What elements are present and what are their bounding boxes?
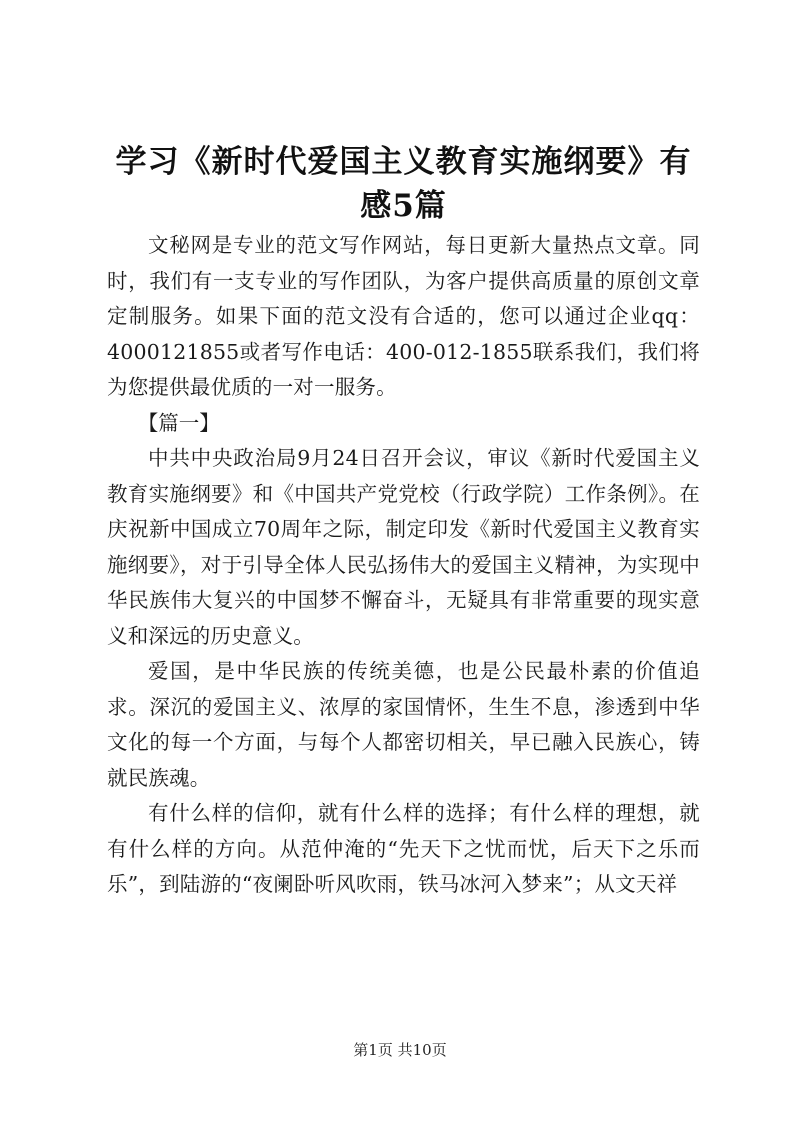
body-paragraph-1: 中共中央政治局9月24日召开会议，审议《新时代爱国主义教育实施纲要》和《中国共产党党校（行政学院）工作条例》。在庆祝新中国成立70周年之际，制定印发《新时代爱国主义教育实施纲要》，对于引导全体人民弘扬伟大的爱国主义精神，为实现中华民族伟大复兴的中国梦不懈奋斗，无疑具有非常重要的现实意义和深远的历史意义。 bbox=[107, 446, 700, 648]
section-heading: 【篇一】 bbox=[137, 410, 220, 435]
body-paragraph-3: 有什么样的信仰，就有什么样的选择；有什么样的理想，就有什么样的方向。从范仲淹的“先天下之忧而忧，后天下之乐而乐”，到陆游的“夜阑卧听风吹雨，铁马冰河入梦来”；从文天祥 bbox=[107, 801, 700, 896]
page-footer bbox=[0, 1040, 800, 1060]
page-indicator: 第1页 共10页 bbox=[353, 1041, 447, 1059]
body-paragraph-2: 爱国，是中华民族的传统美德，也是公民最朴素的价值追求。深沉的爱国主义、浓厚的家国情怀，生生不息，渗透到中华文化的每一个方面，与每个人都密切相关，早已融入民族心，铸就民族魂。 bbox=[107, 659, 700, 790]
intro-paragraph: 文秘网是专业的范文写作网站，每日更新大量热点文章。同时，我们有一支专业的写作团队，为客户提供高质量的原创文章定制服务。如果下面的范文没有合适的，您可以通过企业qq：4000121855或者写作电话：400-012-1855联系我们，我们将为您提供最优质的一对一服务。 bbox=[107, 233, 700, 399]
document-page bbox=[107, 140, 700, 903]
document-title: 学习《新时代爱国主义教育实施纲要》有感5篇 bbox=[115, 144, 692, 224]
